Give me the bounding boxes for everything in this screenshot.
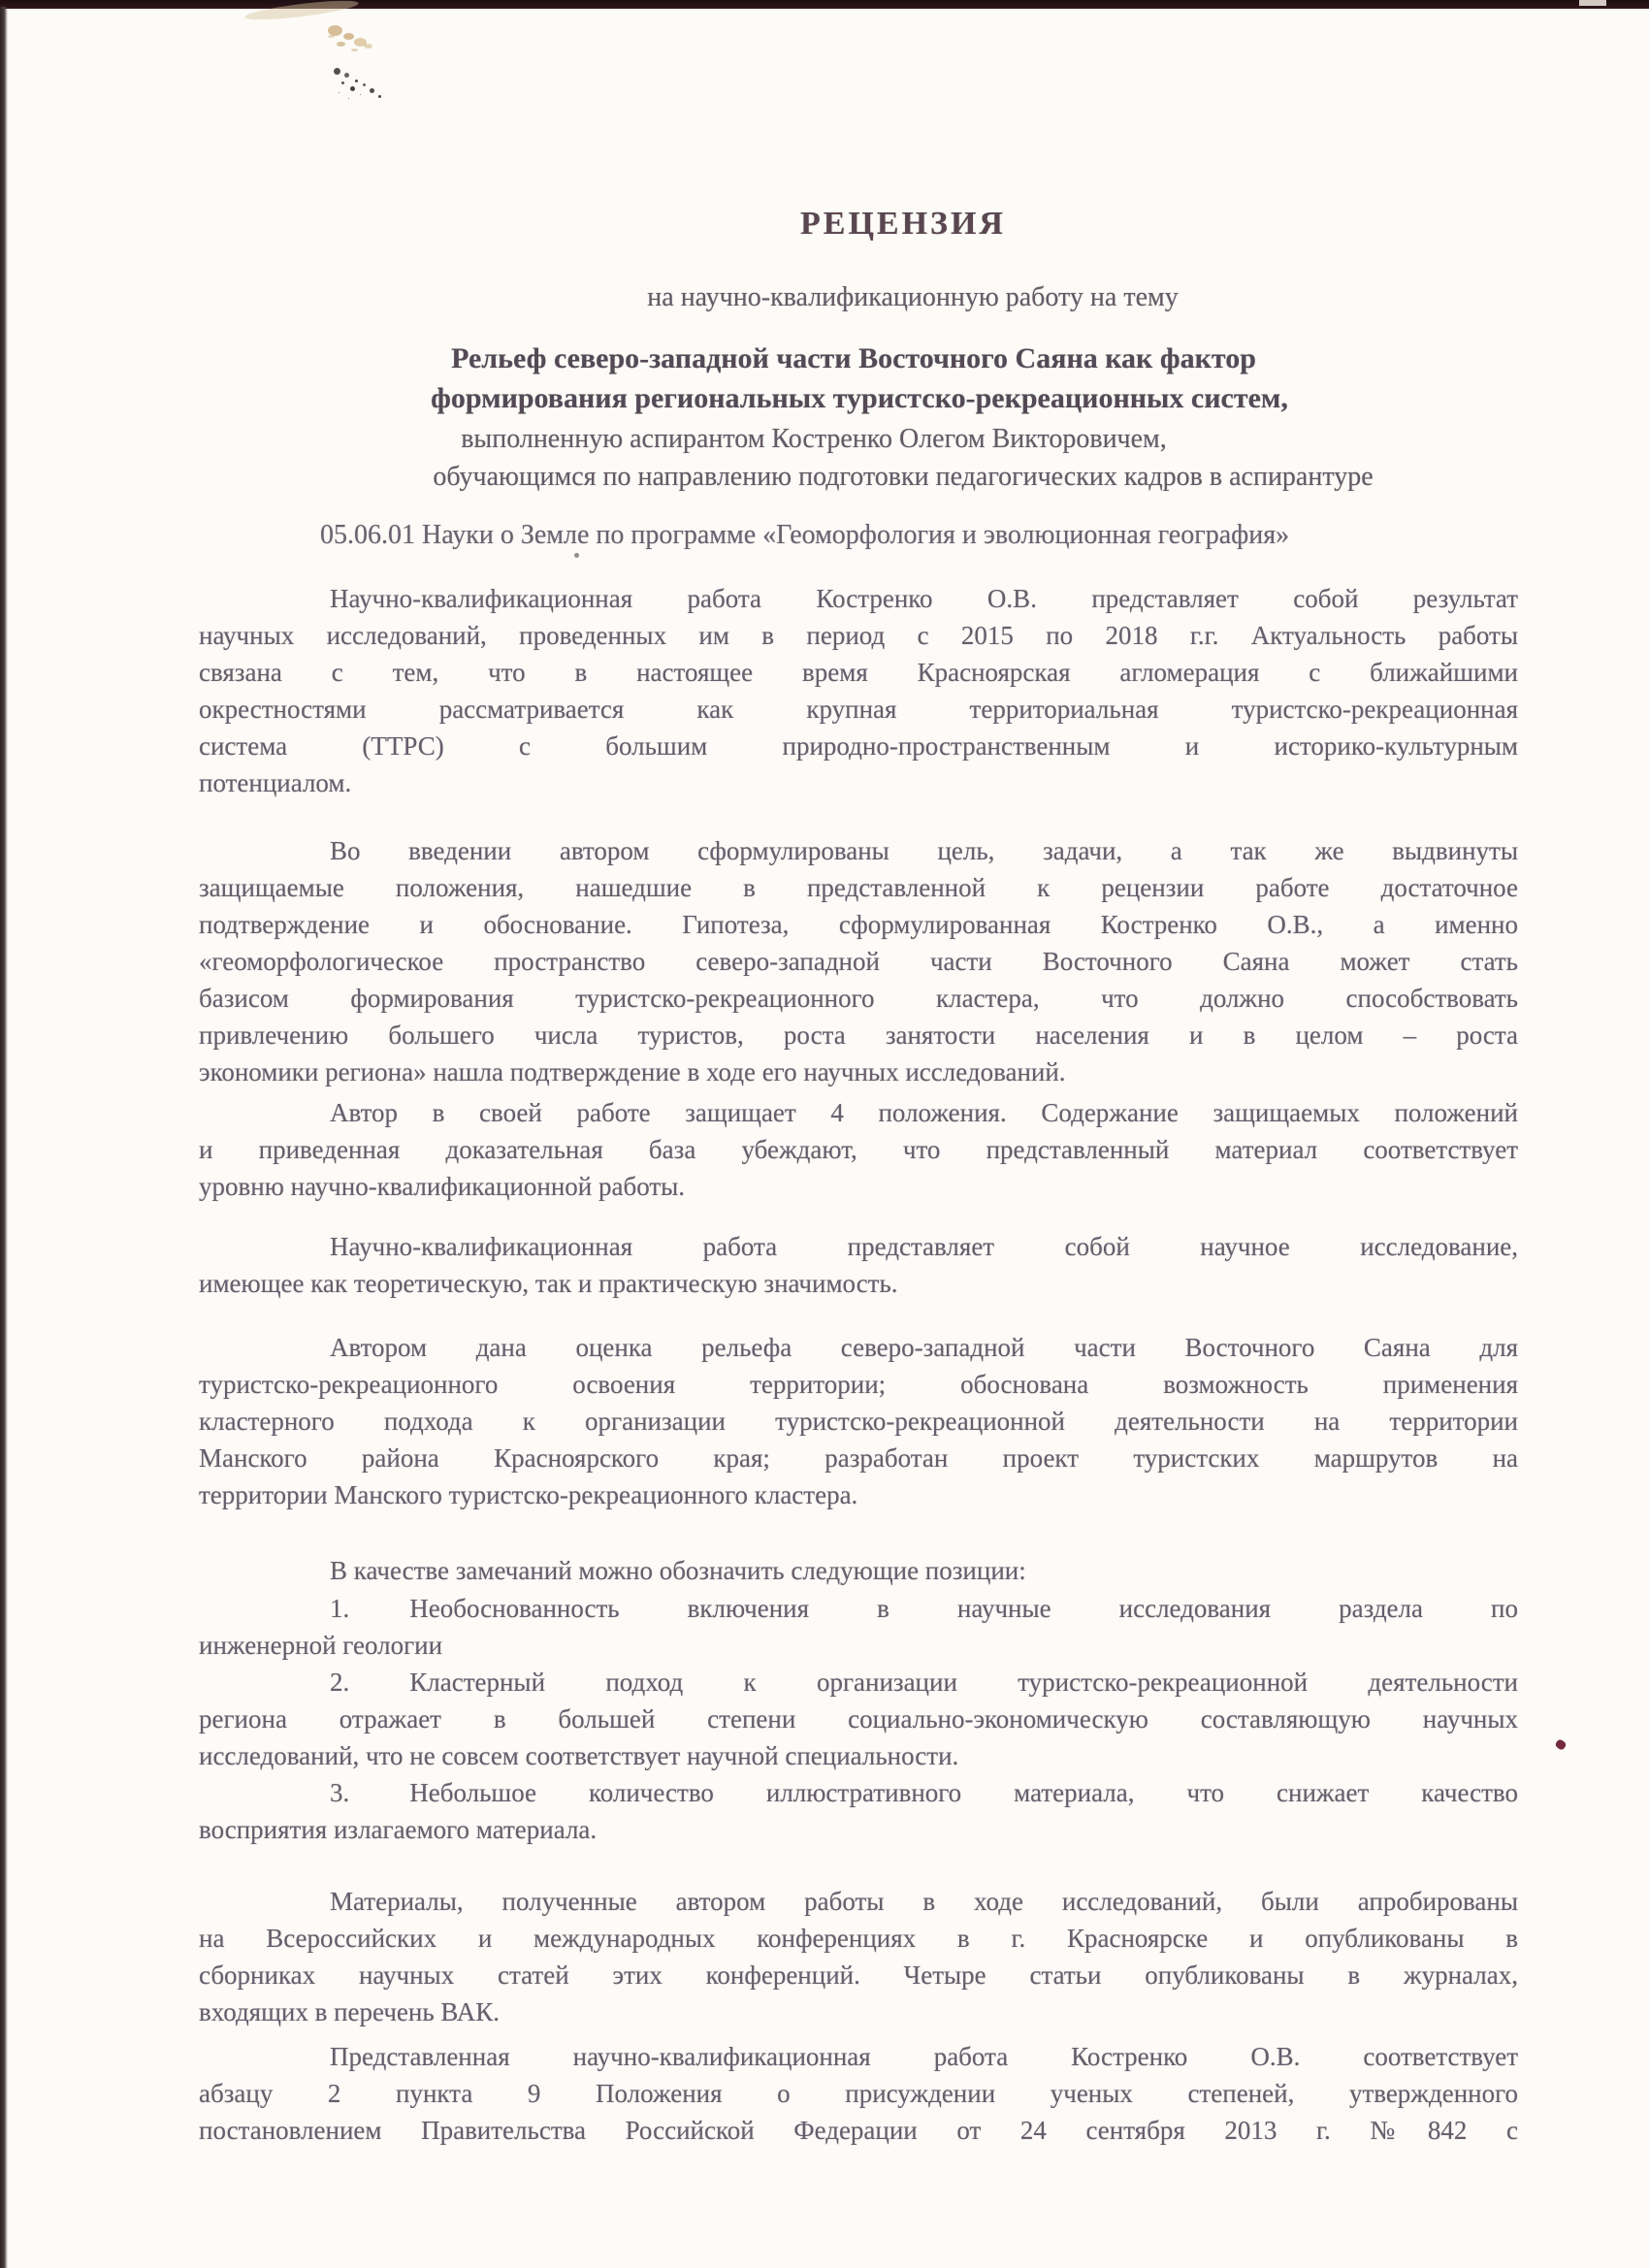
text-line: Материалы, полученные автором работы в ходе исследований, были апробированы bbox=[330, 1887, 1518, 1916]
paragraph-conclusion bbox=[199, 2038, 1518, 2149]
text-line: связана с тем, что в настоящее время Красноярская агломерация с ближайшими bbox=[199, 658, 1518, 687]
text-line: базисом формирования туристско-рекреационного кластера, что должно способствовать bbox=[199, 984, 1518, 1013]
paragraph-significance bbox=[199, 1228, 1518, 1302]
text-line: входящих в перечень ВАК. bbox=[199, 1997, 500, 2026]
remark-item-1 bbox=[199, 1590, 1518, 1664]
paragraph-approbation bbox=[199, 1883, 1518, 2030]
remark-item-2 bbox=[199, 1664, 1518, 1774]
list-text: Необоснованность включения в научные исследования раздела по bbox=[409, 1594, 1518, 1623]
text-line: кластерного подхода к организации туристско-рекреационной деятельности на территории bbox=[199, 1407, 1518, 1436]
remarks-heading bbox=[199, 1552, 1518, 1589]
list-text: Небольшое количество иллюстративного материала, что снижает качество bbox=[409, 1778, 1518, 1807]
text-line: исследований, что не совсем соответствует научной специальности. bbox=[199, 1741, 959, 1770]
text-line: абзацу 2 пункта 9 Положения о присуждении ученых степеней, утвержденного bbox=[199, 2079, 1518, 2108]
text-line: защищаемые положения, нашедшие в представленной к рецензии работе достаточное bbox=[199, 873, 1518, 902]
text-line: территории Манского туристско-рекреационного кластера. bbox=[199, 1480, 858, 1509]
work-title-line-1: Рельеф северо-западной части Восточного Саяна как фактор bbox=[451, 342, 1256, 374]
text-line: потенциалом. bbox=[199, 768, 352, 797]
list-number: 1. bbox=[330, 1594, 350, 1623]
program-line: 05.06.01 Науки о Земле по программе «Геоморфология и эволюционная география» bbox=[320, 520, 1290, 550]
text-line: Автор в своей работе защищает 4 положения. Содержание защищаемых положений bbox=[330, 1098, 1518, 1127]
text-line: экономики региона» нашла подтверждение в ходе его научных исследований. bbox=[199, 1057, 1066, 1086]
text-line: на Всероссийских и международных конференциях в г. Красноярске и опубликованы в bbox=[199, 1924, 1518, 1953]
list-number: 2. bbox=[330, 1668, 350, 1697]
remark-item-3 bbox=[199, 1774, 1518, 1848]
text-line: имеющее как теоретическую, так и практическую значимость. bbox=[199, 1269, 898, 1298]
text-line: «геоморфологическое пространство северо-западной части Восточного Саяна может стать bbox=[199, 947, 1518, 976]
paragraph-relevance bbox=[199, 580, 1518, 801]
text-line: туристско-рекреационного освоения территории; обоснована возможность применения bbox=[199, 1370, 1518, 1399]
text-line: восприятия излагаемого материала. bbox=[199, 1815, 598, 1844]
document-title: РЕЦЕНЗИЯ bbox=[800, 206, 1006, 242]
text-line: Автором дана оценка рельефа северо-западной части Восточного Саяна для bbox=[330, 1333, 1518, 1362]
text-line: и приведенная доказательная база убеждают, что представленный материал соответствует bbox=[199, 1135, 1518, 1164]
list-item-line bbox=[199, 1590, 1518, 1627]
text-line: привлечению большего числа туристов, роста занятости населения и в целом – роста bbox=[199, 1021, 1518, 1050]
list-item-line bbox=[199, 1774, 1518, 1811]
text-line: региона отражает в большей степени социально-экономическую составляющую научных bbox=[199, 1704, 1518, 1733]
work-title-line-2: формирования региональных туристско-рекреационных систем, bbox=[431, 382, 1288, 414]
paragraph-introduction bbox=[199, 832, 1518, 1090]
text-line: Научно-квалификационная работа представляет собой научное исследование, bbox=[330, 1232, 1518, 1261]
text-line: научных исследований, проведенных им в период с 2015 по 2018 г.г. Актуальность работы bbox=[199, 621, 1518, 650]
list-number: 3. bbox=[330, 1778, 350, 1807]
scan-top-edge bbox=[0, 0, 1649, 9]
list-item-line bbox=[199, 1664, 1518, 1701]
text-line: В качестве замечаний можно обозначить следующие позиции: bbox=[330, 1556, 1026, 1585]
text-line: уровню научно-квалификационной работы. bbox=[199, 1172, 686, 1201]
paper-stain-smudge bbox=[328, 25, 342, 36]
text-line: система (ТТРС) с большим природно-пространственным и историко-культурным bbox=[199, 731, 1518, 761]
text-line: Во введении автором сформулированы цель, задачи, а так же выдвинуты bbox=[330, 836, 1518, 865]
paragraph-author-results bbox=[199, 1329, 1518, 1513]
document-subtitle: на научно-квалификационную работу на тему bbox=[647, 282, 1179, 312]
scan-top-edge-gap bbox=[1579, 0, 1606, 6]
ink-speckles-mark bbox=[334, 68, 340, 75]
text-line: подтверждение и обоснование. Гипотеза, сформулированная Костренко О.В., а именно bbox=[199, 910, 1518, 939]
paragraph-defended-points bbox=[199, 1094, 1518, 1205]
author-line: выполненную аспирантом Костренко Олегом Викторовичем, bbox=[461, 424, 1167, 454]
training-line: обучающимся по направлению подготовки педагогических кадров в аспирантуре bbox=[433, 462, 1374, 492]
scan-left-edge bbox=[0, 7, 8, 2268]
ink-speck-right-margin bbox=[1554, 1738, 1567, 1751]
text-line: инженерной геологии bbox=[199, 1631, 443, 1660]
text-line: окрестностями рассматривается как крупная территориальная туристско-рекреационная bbox=[199, 695, 1518, 724]
list-text: Кластерный подход к организации туристско-рекреационной деятельности bbox=[409, 1668, 1518, 1697]
text-line: сборниках научных статей этих конференций. Четыре статьи опубликованы в журналах, bbox=[199, 1960, 1518, 1990]
text-line: Представленная научно-квалификационная работа Костренко О.В. соответствует bbox=[330, 2042, 1518, 2071]
text-line: постановлением Правительства Российской Федерации от 24 сентября 2013 г. №842 с bbox=[199, 2116, 1518, 2145]
text-line: Научно-квалификационная работа Костренко О.В. представляет собой результат bbox=[330, 584, 1518, 613]
text-line: Манского района Красноярского края; разработан проект туристских маршрутов на bbox=[199, 1443, 1518, 1473]
